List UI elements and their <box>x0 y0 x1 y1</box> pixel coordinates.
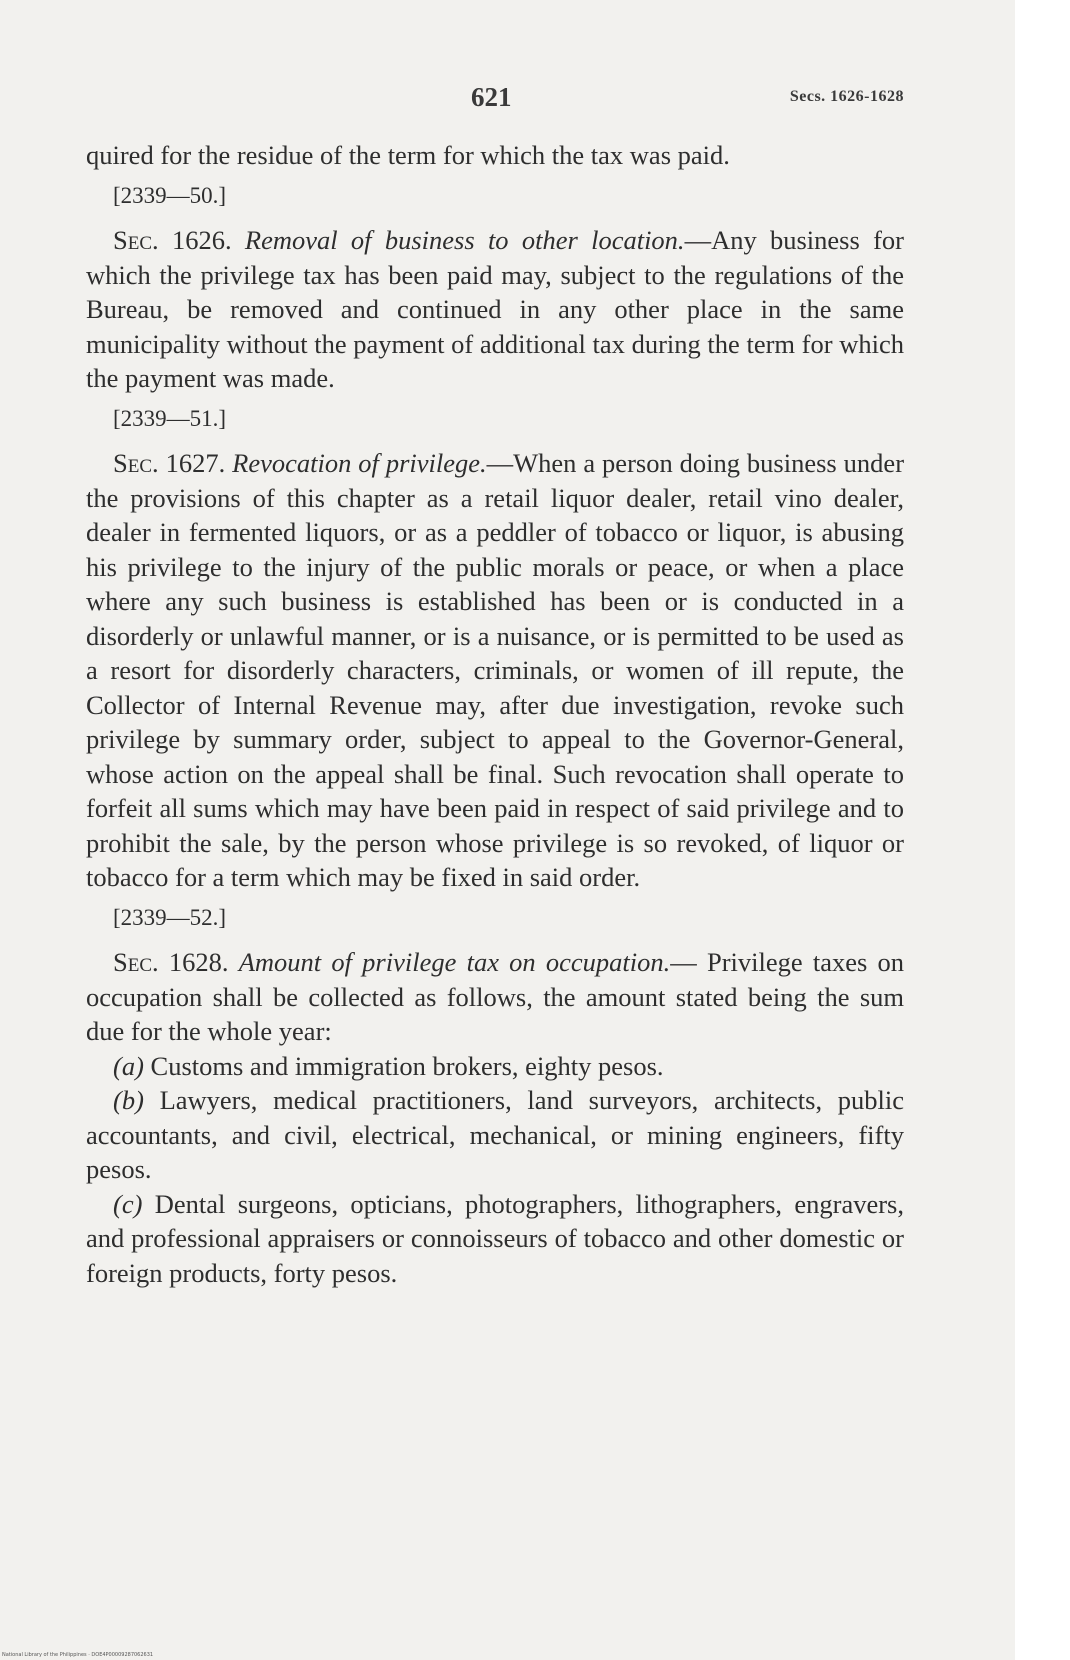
digitization-stamp: National Library of the Philippines · DOE4P00009287062631 <box>2 1652 154 1658</box>
section-1626 <box>86 223 904 396</box>
section-number: 1626. <box>171 225 232 255</box>
item-text: Dental surgeons, opticians, photographers, lithographers, engravers, and professional appraisers or connoisseurs of tobacco and other domestic or foreign products, forty pesos. <box>86 1188 904 1288</box>
item-text: Lawyers, medical practitioners, land surveyors, architects, public accountants, and civil, electrical, mechanical, or mining engineers, fifty pesos. <box>86 1085 904 1184</box>
section-1627 <box>86 446 904 895</box>
section-text: — Privilege taxes on occupation shall be collected as follows, the amount stated being the sum due for the whole year: <box>86 947 905 1046</box>
section-label: Sec. <box>113 225 159 255</box>
section-label: Sec. <box>113 947 159 977</box>
section-range: Secs. 1626-1628 <box>789 88 904 105</box>
section-number: 1628. <box>168 947 229 977</box>
item-text: Customs and immigration brokers, eighty pesos. <box>143 1050 664 1081</box>
citation-2339-52: [2339—52.] <box>113 904 227 930</box>
section-text: —When a person doing business under the provisions of this chapter as a retail liquor dealer, retail vino dealer, dealer in fermented liquors, or as a peddler of tobacco or liquor, is abusing his privilege to the injury of the public morals or peace, or when a place where any such business is established has been or is conducted in a disorderly or unlawful manner, or is a nuisance, or is permitted to be used as a resort for disorderly characters, criminals, or women of ill repute, the Collector of Internal Revenue may, after due investigation, revoke such privilege by summary order, subject to appeal to the Governor-General, whose action on the appeal shall be final. Such revocation shall operate to forfeit all sums which may have been paid in respect of said privilege and to prohibit the sale, by the person whose privilege is so revoked, of liquor or tobacco for a term which may be fixed in said order. <box>86 448 905 892</box>
section-title: Removal of business to other location. <box>244 225 685 255</box>
citation-2339-50: [2339—50.] <box>113 182 227 208</box>
section-1628 <box>86 945 904 1049</box>
section-label: Sec. <box>113 448 159 478</box>
item-a <box>86 1049 904 1084</box>
item-marker: (a) <box>113 1050 144 1081</box>
item-marker: (b) <box>113 1085 144 1115</box>
item-b <box>86 1083 904 1187</box>
running-head <box>86 82 904 118</box>
page-body <box>86 138 904 1290</box>
item-marker: (c) <box>113 1188 143 1219</box>
section-title: Revocation of privilege. <box>232 448 487 478</box>
item-c <box>86 1187 904 1291</box>
section-number: 1627. <box>165 448 226 478</box>
citation-2339-51: [2339—51.] <box>113 405 227 431</box>
section-text: —Any business for which the privilege tax has been paid may, subject to the regulations of the Bureau, be removed and continued in any other place in the same municipality without the payment of additional tax during the term for which the payment was made. <box>86 225 905 393</box>
continuation-paragraph: quired for the residue of the term for which the tax was paid. <box>86 140 730 170</box>
section-title: Amount of privilege tax on occupation. <box>238 947 671 977</box>
page-number: 621 <box>471 82 512 112</box>
